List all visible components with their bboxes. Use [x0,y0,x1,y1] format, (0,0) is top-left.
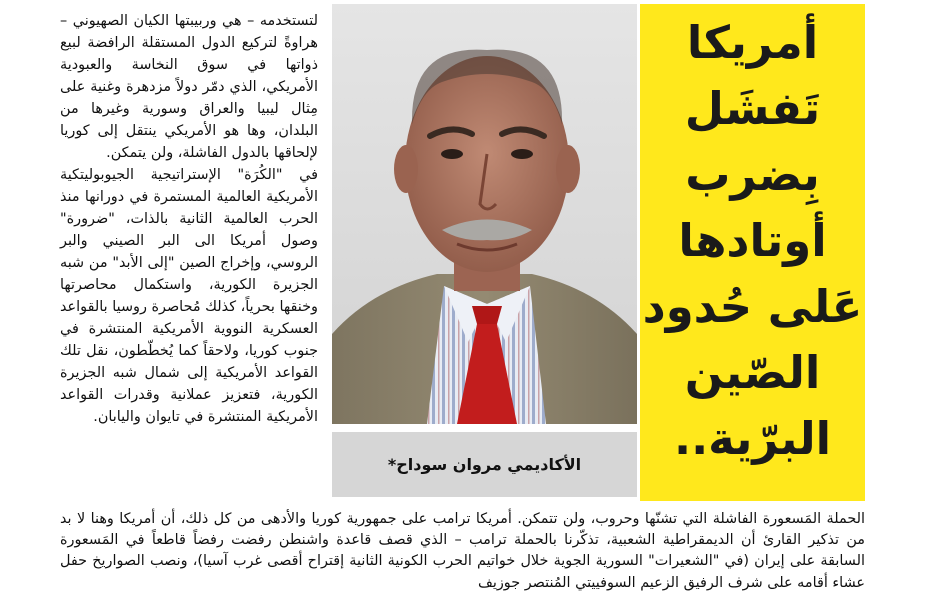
bottom-paragraph: الحملة المَسعورة الفاشلة التي تشنّها وحروب، ولن تتمكن. أمريكا ترامب على جمهورية كوريا والأدهى من كل ذلك، أن أمريكا وهنا لا بد من تذكير القارئ أن الديمقراطية الشعبية، تذكّرنا بالحملة ترامب – الذي قصف قاعدة واشنطن رفضت رفضاً قاطعاً في المَسعورة السابقة على إيران (في "الشعيرات" السورية الجوية خلال خواتيم الحرب الكونية الثانية إقتراح أقصى غرب آسيا)، ونصب الصواريخ حفل عشاء أقامه على شرف الرفيق الزعيم السوفييتي المُنتصر جوزيف [60,511,865,591]
headline-line-6: الصّين [684,346,821,399]
photo-caption: الأكاديمي مروان سوداح* [332,432,637,497]
author-photo [332,4,637,424]
left-text-column [60,10,318,428]
left-paragraph-2: في "الكُرَة" الإستراتيجية الجيوبوليتكية الأمريكية العالمية المستمرة في دورانها منذ الحرب العالمية الثانية بالذات، "ضرورة" وصول أمريكا الى البر الصيني والبر الروسي، وإخراج الصين "إلى الأبد" من شبه الجزيرة الكورية، واستكمال محاصرتها وخنقها بحرياً، كذلك مُحاصرة روسيا بالقواعد العسكرية النووية الأمريكية المنتشرة في جنوب كوريا، ولاحقاً كما يُخطّطون، نقل تلك القواعد الأمريكية إلى شمال شبه الجزيرة الكورية، فتعزيز عملانية وقدرات القواعد الأمريكية المنتشرة في تايوان واليابان. [60,167,318,425]
headline-line-3: بِضرب [685,148,820,201]
headline-line-4: أوتادها [678,214,827,267]
headline-line-1: أمريكا [686,16,819,69]
headline-line-2: تَفشَل [684,82,821,135]
headline-line-7: البرّية.. [673,412,832,465]
left-paragraph-1: لتستخدمه – هي وربيبتها الكيان الصهيوني – هراوةً لتركيع الدول المستقلة الرافضة لبيع ذواتها في سوق النخاسة والعبودية الأمريكي، الذي دمّر دولاً مزدهرة وغنية على مِثال ليبيا والعراق وسورية وغيرها من البلدان، وها هو الأمريكي ينتقل إلى كوريا لإلحاقها بالدول الفاشلة، ولن يتمكن. [60,13,318,161]
bottom-text-block [60,509,865,594]
headline-line-5: عَلى حُدود [642,280,863,333]
headline-banner [640,4,865,501]
